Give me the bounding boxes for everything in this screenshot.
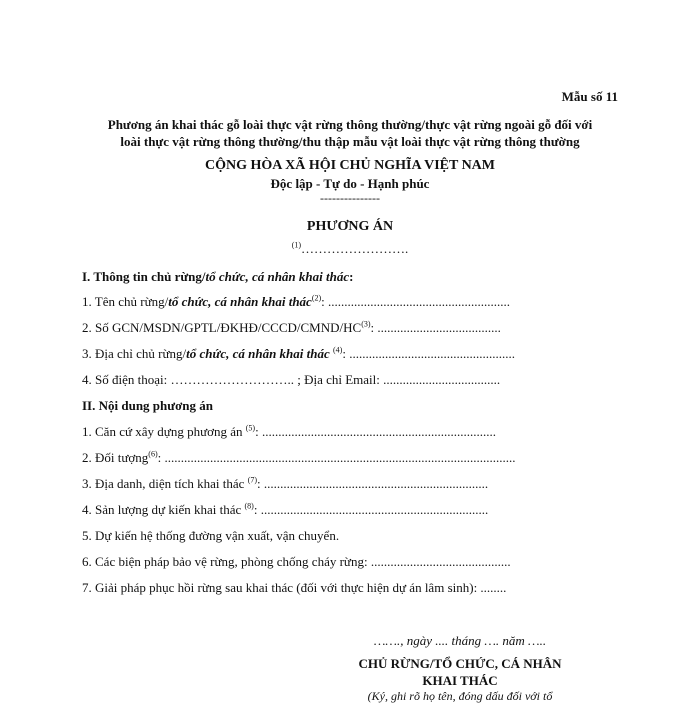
signer-line-2: KHAI THÁC xyxy=(422,673,498,688)
section-2-item-6: 6. Các biện pháp bảo vệ rừng, phòng chống cháy rừng: ........................................... xyxy=(82,554,511,569)
fill-in-blank: : ............................................................................................................ xyxy=(157,450,516,465)
section-2-heading: II. Nội dung phương án xyxy=(82,398,213,413)
signature-date: ……., ngày .... tháng …. năm ….. xyxy=(373,633,547,648)
form-number: Mẫu số 11 xyxy=(561,89,618,104)
page-subtitle xyxy=(0,241,700,257)
section-1-item-4: 4. Số điện thoại: ……………………….. ; Địa chỉ Email: .................................... xyxy=(82,372,501,387)
item-label: 1. Tên chủ rừng/ xyxy=(82,294,169,309)
section-1-heading-italic: tổ chức, cá nhân khai thác xyxy=(205,269,350,284)
signer-line-1: CHỦ RỪNG/TỔ CHỨC, CÁ NHÂN xyxy=(358,656,562,671)
item-label: 1. Căn cứ xây dựng phương án xyxy=(82,424,246,439)
section-2-item-1 xyxy=(82,424,496,440)
fill-in-blank: : ..................................................................... xyxy=(257,476,489,491)
document-description xyxy=(0,116,700,150)
section-1-heading xyxy=(82,269,353,285)
signature-note: (Ký, ghi rõ họ tên, đóng dấu đối với tổ xyxy=(367,689,553,703)
item-label-italic: tổ chức, cá nhân khai thác xyxy=(168,294,312,309)
section-1-item-3 xyxy=(82,346,515,362)
subtitle-blank: ……………………. xyxy=(301,241,409,256)
footnote-ref: (2) xyxy=(311,293,322,303)
description-line-1: Phương án khai thác gỗ loài thực vật rừng thông thường/thực vật rừng ngoài gỗ đối với xyxy=(107,117,593,132)
section-2-item-2 xyxy=(82,450,516,466)
footnote-ref: (5) xyxy=(245,423,256,433)
fill-in-blank: : ........................................................ xyxy=(321,294,511,309)
footnote-ref: (8) xyxy=(244,501,254,511)
item-label-italic: tổ chức, cá nhân khai thác xyxy=(186,346,330,361)
national-motto: Độc lập - Tự do - Hạnh phúc xyxy=(270,176,430,191)
section-1-heading-colon: : xyxy=(349,269,354,284)
fill-in-blank: : ........................................................................ xyxy=(255,424,496,439)
section-1-item-2 xyxy=(82,320,501,336)
section-2-item-4 xyxy=(82,502,488,518)
footnote-ref: (1) xyxy=(291,240,302,250)
footnote-ref: (6) xyxy=(148,449,158,459)
signer-title xyxy=(330,655,590,689)
section-2-item-5: 5. Dự kiến hệ thống đường vận xuất, vận chuyển. xyxy=(82,528,340,543)
description-line-2: loài thực vật rừng thông thường/thu thập mẫu vật loài thực vật rừng thông thường xyxy=(120,134,580,149)
footnote-ref: (7) xyxy=(247,475,258,485)
section-1-heading-text: I. Thông tin chủ rừng/ xyxy=(82,269,206,284)
footnote-ref: (3) xyxy=(361,319,371,329)
item-label: 2. Số GCN/MSDN/GPTL/ĐKHĐ/CCCD/CMND/HC xyxy=(82,320,362,335)
section-2-item-7: 7. Giải pháp phục hồi rừng sau khai thác (đối với thực hiện dự án lâm sinh): ........ xyxy=(82,580,507,595)
footnote-ref: (4) xyxy=(333,345,343,355)
item-label: 2. Đối tượng xyxy=(82,450,149,465)
fill-in-blank: : ...................................... xyxy=(370,320,501,335)
motto-rule: --------------- xyxy=(320,191,380,205)
item-label: 4. Sản lượng dự kiến khai thác xyxy=(82,502,245,517)
fill-in-blank: : ...................................................................... xyxy=(253,502,489,517)
national-title: CỘNG HÒA XÃ HỘI CHỦ NGHĨA VIỆT NAM xyxy=(204,158,495,173)
section-1-item-1 xyxy=(82,294,510,310)
section-2-item-3 xyxy=(82,476,488,492)
item-label: 3. Địa chỉ chủ rừng/ xyxy=(82,346,187,361)
page-title: PHƯƠNG ÁN xyxy=(306,219,394,234)
item-label: 3. Địa danh, diện tích khai thác xyxy=(82,476,248,491)
fill-in-blank: : ................................................... xyxy=(342,346,515,361)
